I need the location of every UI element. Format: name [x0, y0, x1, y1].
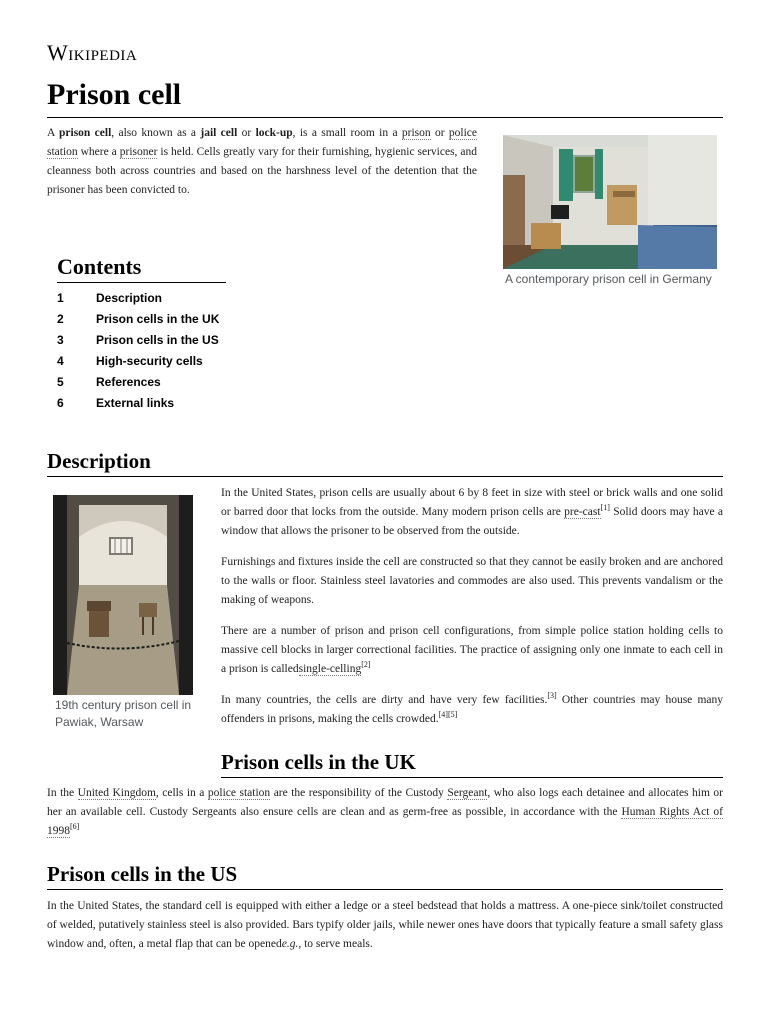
toc-title: Contents [57, 254, 142, 279]
ref-4-5[interactable]: [4][5] [438, 710, 458, 720]
toc-item-number: 3 [57, 333, 64, 347]
table-of-contents [57, 288, 219, 414]
toc-item-number: 4 [57, 354, 64, 368]
toc-item-label[interactable]: Prison cells in the UK [96, 312, 220, 326]
toc-item-1[interactable] [57, 288, 219, 309]
toc-item-label[interactable]: External links [96, 396, 175, 410]
toc-item-label[interactable]: Prison cells in the US [96, 333, 219, 347]
link-prison[interactable]: prison [401, 127, 431, 139]
us-body [47, 897, 723, 954]
page-title: Prison cell [47, 78, 182, 111]
toc-item-5[interactable] [57, 372, 219, 393]
lead-section [47, 124, 477, 200]
pawiak-cell-caption: 19th century prison cell in Pawiak, Warsaw [55, 698, 192, 729]
ref-6[interactable]: [6] [70, 822, 80, 832]
us-paragraph: In the United States, the standard cell is equipped with either a ledge or a steel bedstead that holds a mattress. A one-piece sink/toilet constructed of welded, putatively stainless steel is also provided. Bars typify older jails, while newer ones have doors that typically feature a small safety glass window and, often, a metal flap that can be openede.g., to serve meals. [47, 900, 723, 950]
toc-rule [57, 282, 226, 283]
link-united-kingdom[interactable]: United Kingdom [77, 787, 156, 799]
title-rule [47, 117, 723, 118]
description-rule [47, 476, 723, 477]
link-single-celling[interactable]: single-celling [298, 663, 362, 675]
pawiak-cell-image[interactable] [53, 495, 193, 695]
link-pre-cast[interactable]: pre-cast [564, 506, 601, 518]
description-heading: Description [47, 449, 151, 473]
ref-2[interactable]: [2] [361, 660, 371, 670]
description-paragraph-2: Furnishings and fixtures inside the cell are constructed so that they cannot be easily broken and are anchored to the walls or floor. Stainless steel lavatories and commodes are also used. This prevents vandalism or the making of weapons. [221, 556, 723, 606]
toc-item-label[interactable]: References [96, 375, 161, 389]
link-human-rights-act[interactable]: Human Rights Act of 1998 [47, 806, 723, 837]
toc-item-label[interactable]: High-security cells [96, 354, 203, 368]
ref-1[interactable]: [1] [600, 503, 610, 513]
toc-item-2[interactable] [57, 309, 219, 330]
us-heading: Prison cells in the US [47, 862, 238, 886]
uk-rule [221, 777, 723, 778]
contemporary-cell-image[interactable] [503, 135, 717, 269]
uk-heading: Prison cells in the UK [221, 750, 416, 774]
uk-body [47, 784, 723, 841]
toc-item-number: 2 [57, 312, 64, 326]
link-sergeant[interactable]: Sergeant [447, 787, 488, 799]
uk-paragraph: In the United Kingdom, cells in a police station are the responsibility of the Custody Sergeant, who also logs each detainee and allocates him or her an available cell. Custody Sergeants also ensure cells are clean and as germ-free as possible, in accordance with the Human Rights Act of 1998[6] [47, 787, 724, 837]
contemporary-cell-caption: A contemporary prison cell in Germany [505, 272, 712, 286]
toc-item-number: 5 [57, 375, 64, 389]
link-police-station[interactable]: police station [47, 127, 478, 158]
toc-item-3[interactable] [57, 330, 219, 351]
description-paragraph-3: There are a number of prison and prison cell configurations, from simple police station holding cells to massive cell blocks in larger correctional facilities. The practice of assigning only one inmate to each cell in a prison is calledsingle-celling[2] [221, 625, 723, 675]
description-body [221, 484, 723, 741]
toc-item-6[interactable] [57, 393, 219, 414]
description-paragraph-4: In many countries, the cells are dirty and have very few facilities.[3] Other countries may house many offenders in prisons, making the cells crowded.[4][5] [221, 691, 724, 725]
description-paragraph-1: In the United States, prison cells are usually about 6 by 8 feet in size with steel or brick walls and one solid or barred door that locks from the outside. Many modern prison cells are pre-cast[1] Solid doors may have a window that allows the prisoner to be observed from the outside. [221, 487, 723, 537]
ref-3[interactable]: [3] [547, 691, 557, 701]
link-police-station-uk[interactable]: police station [207, 787, 271, 799]
link-prisoner[interactable]: prisoner [119, 146, 158, 158]
toc-item-label[interactable]: Description [96, 291, 163, 305]
wikipedia-wordmark[interactable]: Wikipedia [47, 40, 138, 65]
toc-item-number: 1 [57, 291, 64, 305]
toc-item-number: 6 [57, 396, 64, 410]
us-rule [47, 889, 723, 890]
toc-item-4[interactable] [57, 351, 219, 372]
lead-paragraph: A prison cell, also known as a jail cell or lock-up, is a small room in a prison or police station where a prisoner is held. Cells greatly vary for their furnishing, hygienic services, and cleanness both across countries and based on the harshness level of the detention that the prisoner has been convicted to. [47, 127, 478, 196]
